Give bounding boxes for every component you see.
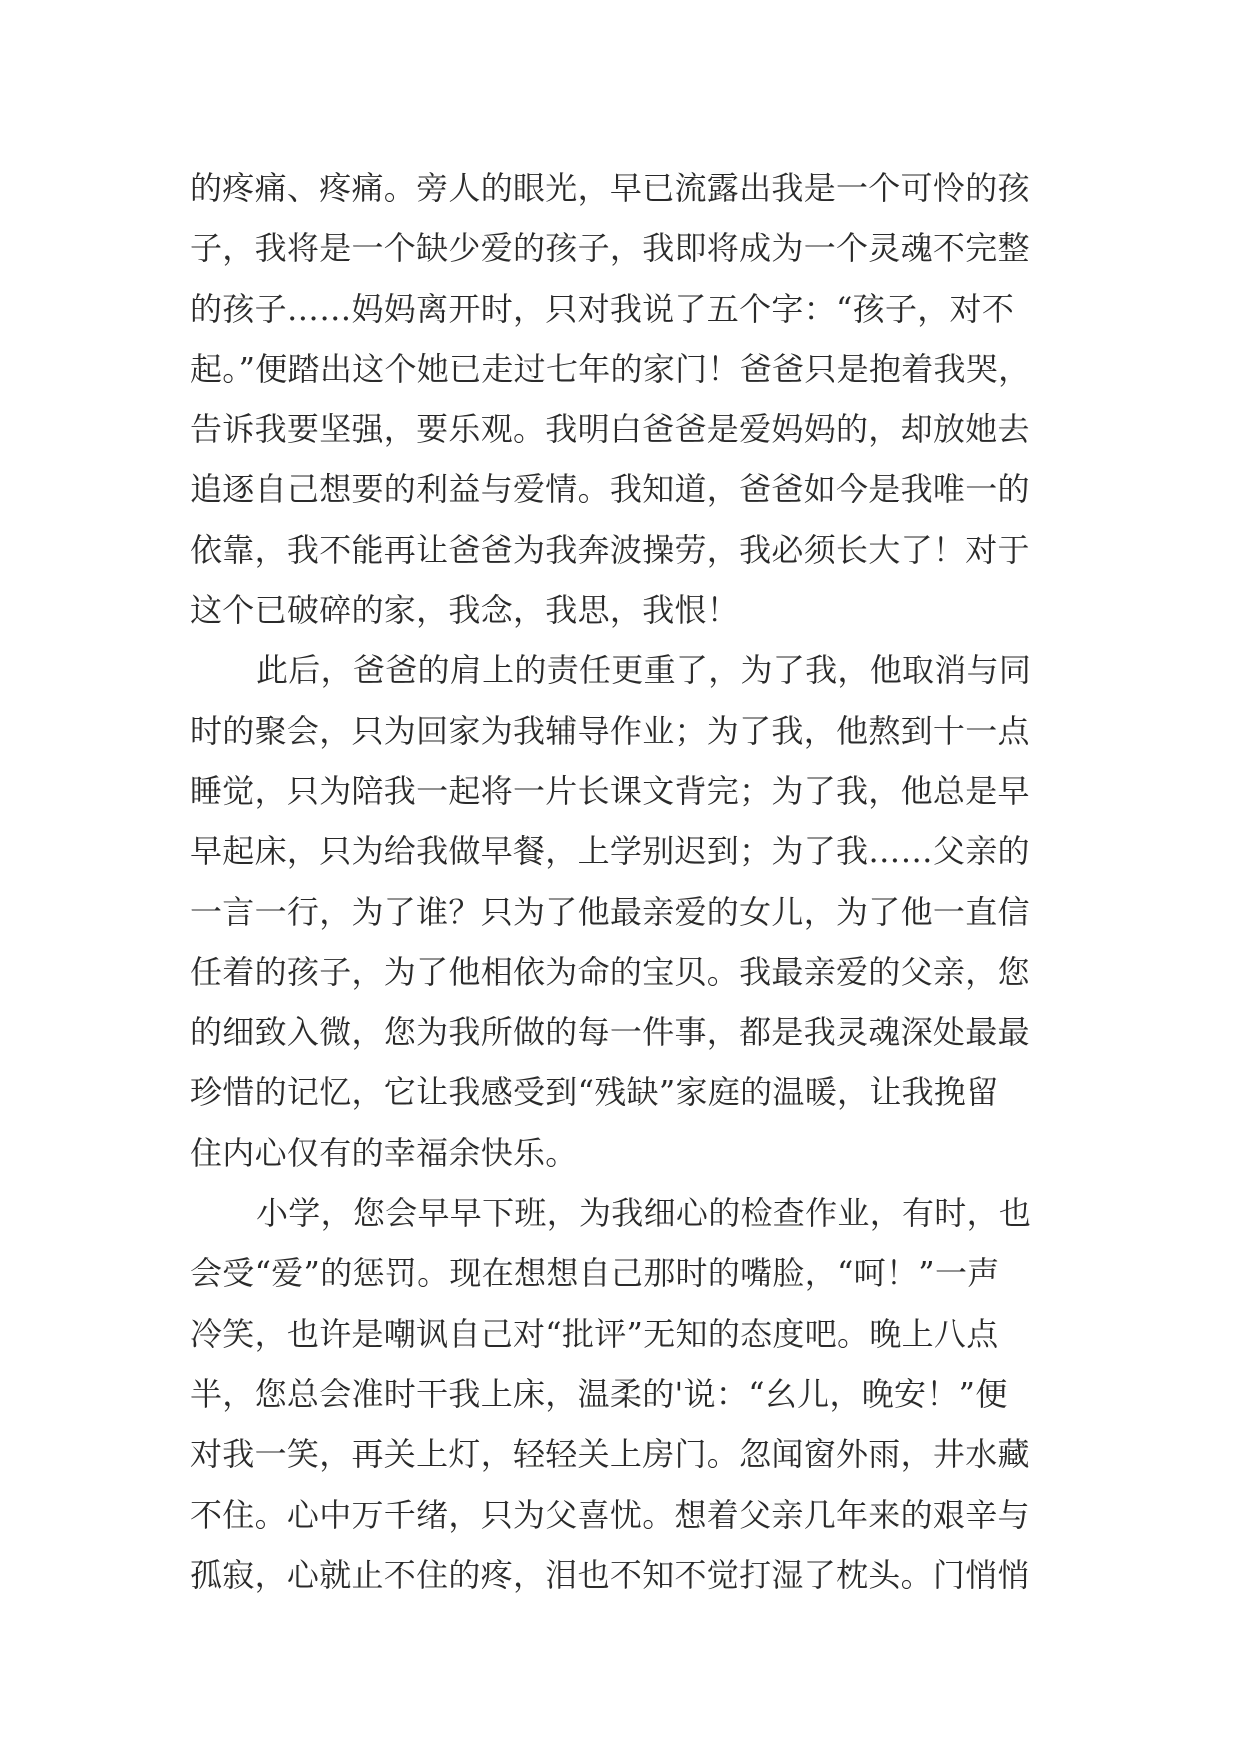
text-line: 时的聚会，只为回家为我辅导作业；为了我，他熬到十一点 [190,711,1030,750]
text-line: 依靠，我不能再让爸爸为我奔波操劳，我必须长大了！对于 [190,530,1030,569]
text-line: 对我一笑，再关上灯，轻轻关上房门。忽闻窗外雨，井水藏 [190,1435,1030,1474]
text-line: 告诉我要坚强，要乐观。我明白爸爸是爱妈妈的，却放她去 [190,410,1030,449]
text-line: 的疼痛、疼痛。旁人的眼光，早已流露出我是一个可怜的孩 [190,169,1030,207]
text-line: 这个已破碎的家，我念，我思，我恨！ [190,591,740,630]
text-line: 的细致入微，您为我所做的每一件事，都是我灵魂深处最最 [190,1013,1030,1052]
paragraph-start-line: 此后，爸爸的肩上的责任更重了，为了我，他取消与同 [256,651,1032,690]
text-line: 早起床，只为给我做早餐，上学别迟到；为了我……父亲的 [190,832,1030,871]
body-text [190,158,1070,1605]
text-line: 任着的孩子，为了他相依为命的宝贝。我最亲爱的父亲，您 [190,952,1030,991]
text-line: 会受“爱”的惩罚。现在想想自己那时的嘴脸，“呵！”一声 [190,1254,1000,1293]
text-line: 的孩子……妈妈离开时，只对我说了五个字：“孩子，对不 [190,289,1015,328]
paragraph-start-line: 小学，您会早早下班，为我细心的检查作业，有时，也 [256,1194,1032,1233]
text-line: 追逐自己想要的利益与爱情。我知道，爸爸如今是我唯一的 [190,470,1030,509]
text-line: 珍惜的记忆，它让我感受到“残缺”家庭的温暖，让我挽留 [190,1073,999,1112]
text-line: 起。”便踏出这个她已走过七年的家门！爸爸只是抱着我哭， [190,349,1031,388]
text-line: 孤寂，心就止不住的疼，泪也不知不觉打湿了枕头。门悄悄 [190,1555,1030,1594]
text-line: 不住。心中万千绪，只为父喜忧。想着父亲几年来的艰辛与 [190,1495,1030,1534]
text-line: 一言一行，为了谁？只为了他最亲爱的女儿，为了他一直信 [190,892,1030,931]
text-line: 睡觉，只为陪我一起将一片长课文背完；为了我，他总是早 [190,771,1030,810]
text-line: 冷笑，也许是嘲讽自己对“批评”无知的态度吧。晚上八点 [190,1314,999,1353]
text-line: 半，您总会准时干我上床，温柔的'说：“幺儿，晚安！”便 [190,1374,1008,1413]
text-line: 住内心仅有的幸福余快乐。 [190,1133,578,1172]
text-line: 子，我将是一个缺少爱的孩子，我即将成为一个灵魂不完整 [190,229,1030,268]
